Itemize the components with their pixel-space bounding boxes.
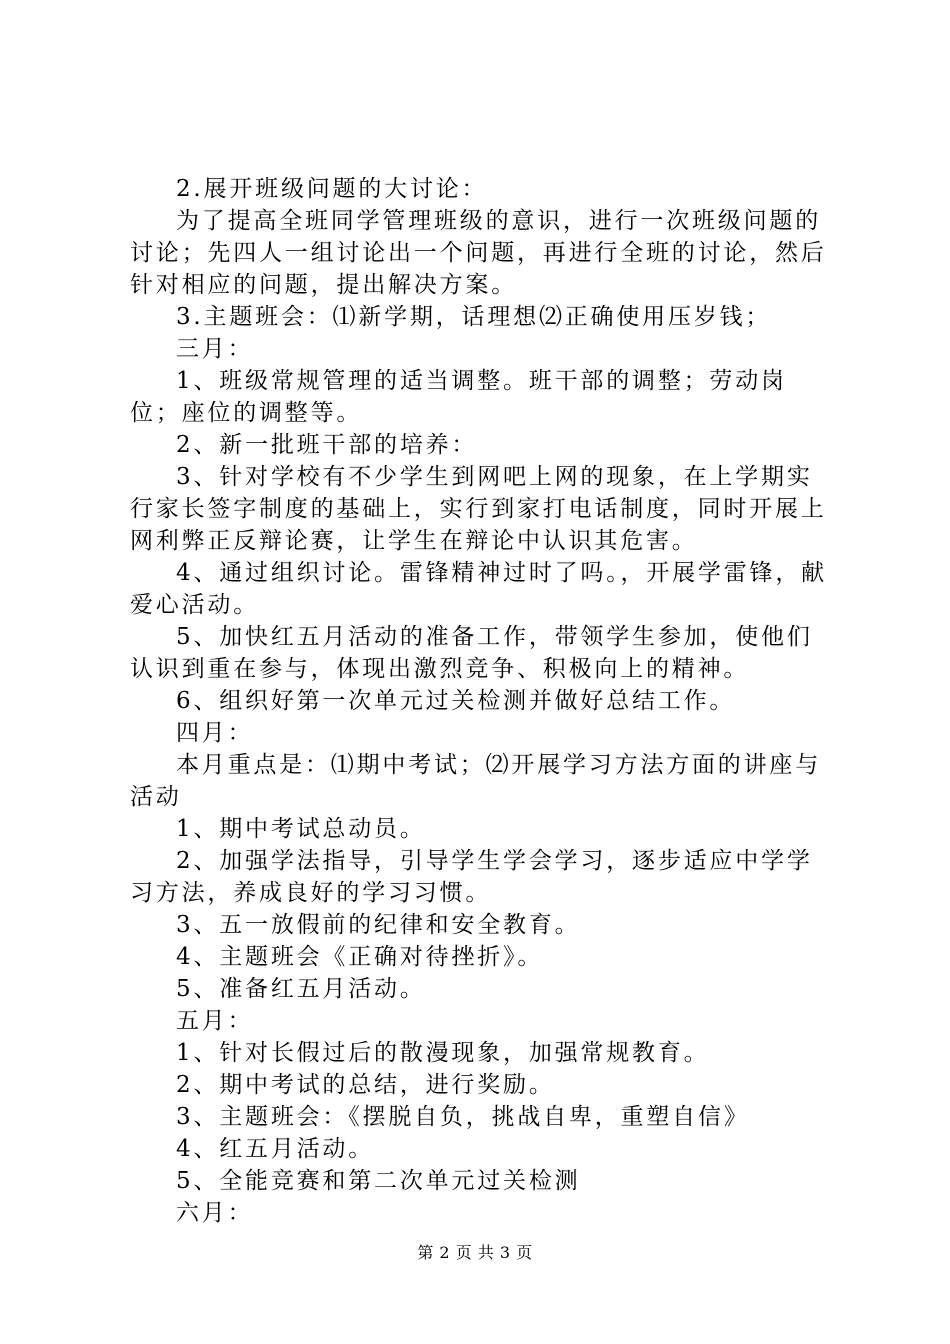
- list-item: 5、加快红五月活动的准备工作，带领学生参加，使他们认识到重在参与，体现出激烈竞争、积极向上的精神。: [130, 624, 813, 682]
- paragraph: 为了提高全班同学管理班级的意识，进行一次班级问题的讨论；先四人一组讨论出一个问题，再进行全班的讨论，然后针对相应的问题，提出解决方案。: [130, 208, 827, 298]
- page-number-footer: 第 2 页 共 3 页: [417, 1243, 533, 1262]
- document-body: [130, 173, 830, 1229]
- month-heading: 六月：: [176, 1200, 254, 1226]
- list-item: 2、期中考试的总结，进行奖励。: [176, 1072, 555, 1098]
- month-heading: 三月：: [176, 336, 254, 362]
- list-item: 3、五一放假前的纪律和安全教育。: [176, 912, 581, 938]
- list-item: 4、通过组织讨论。雷锋精神过时了吗。，开展学雷锋，献爱心活动。: [130, 560, 827, 618]
- section-heading: 2.展开班级问题的大讨论：: [176, 176, 488, 202]
- list-item: 4、主题班会《正确对待挫折》。: [176, 944, 544, 970]
- paragraph: 3.主题班会：⑴新学期，话理想⑵正确使用压岁钱；: [176, 304, 772, 330]
- list-item: 2、新一批班干部的培养：: [176, 432, 478, 458]
- month-heading: 五月：: [176, 1008, 254, 1034]
- list-item: 2、加强学法指导，引导学生学会学习，逐步适应中学学习方法，养成良好的学习习惯。: [130, 848, 813, 906]
- list-item: 6、组织好第一次单元过关检测并做好总结工作。: [176, 688, 736, 714]
- month-heading: 四月：: [176, 720, 254, 746]
- list-item: 1、期中考试总动员。: [176, 816, 426, 842]
- paragraph: 本月重点是：⑴期中考试；⑵开展学习方法方面的讲座与活动: [130, 752, 821, 810]
- list-item: 1、针对长假过后的散漫现象，加强常规教育。: [176, 1040, 710, 1066]
- list-item: 5、全能竞赛和第二次单元过关检测: [176, 1168, 581, 1194]
- list-item: 3、针对学校有不少学生到网吧上网的现象，在上学期实行家长签字制度的基础上，实行到家打电话制度，同时开展上网利弊正反辩论赛，让学生在辩论中认识其危害。: [130, 464, 827, 554]
- list-item: 1、班级常规管理的适当调整。班干部的调整；劳动岗位；座位的调整等。: [130, 368, 787, 426]
- list-item: 3、主题班会：《摆脱自负，挑战自卑，重塑自信》: [176, 1104, 750, 1130]
- list-item: 4、红五月活动。: [176, 1136, 375, 1162]
- list-item: 5、准备红五月活动。: [176, 976, 426, 1002]
